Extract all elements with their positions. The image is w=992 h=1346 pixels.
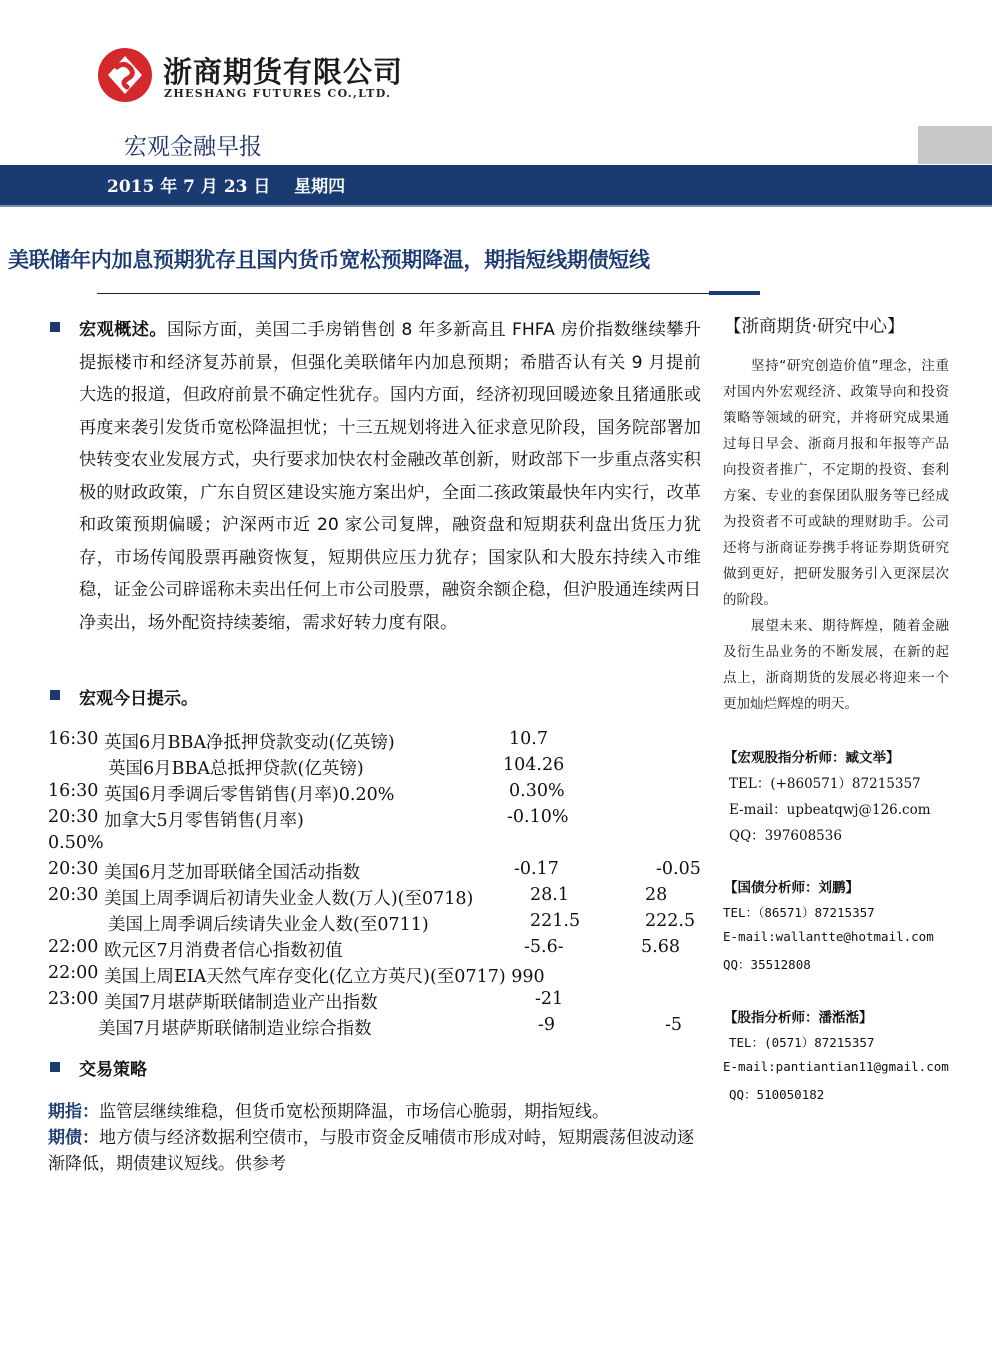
calendar-time: 23:00	[48, 989, 99, 1009]
calendar-value-2: -5	[665, 1015, 683, 1035]
sidebar-intro	[723, 353, 949, 717]
strategy-text	[48, 1099, 708, 1177]
bullet-square-icon	[50, 1062, 60, 1072]
calendar-event: 美国7月堪萨斯联储制造业产出指数	[104, 993, 378, 1013]
headline-rule-accent	[709, 291, 760, 295]
calendar-value-1: -9	[538, 1015, 556, 1035]
calendar-time: 16:30	[48, 781, 99, 801]
macro-overview-text: 国际方面，美国二手房销售创 8 年多新高且 FHFA 房价指数继续攀升提振楼市和经济复苏前景，但强化美联储年内加息预期；希腊否认有关 9 月提前大选的报道，但政府前景不确定性犹存。国内方面，经济初现回暖迹象且猪通胀或再度来袭引发货币宽松降温担忧；十三五规划将进入征求意见阶段，国务院部署加快转变农业发展方式，央行要求加快农村金融改革创新，财政部下一步重点落实积极的财政政策，广东自贸区建设实施方案出炉，全面二孩政策最快年内实行，改革和政策预期偏暖；沪深两市近 20 家公司复牌，融资盘和短期获利盘出货压力犹存，市场传闻股票再融资恢复，短期供应压力犹存；国家队和大股东持续入市维稳，证金公司辟谣称未卖出任何上市公司股票，融资余额企稳，但沪股通连续两日净卖出，场外配资持续萎缩，需求好转力度有限。	[79, 320, 701, 633]
strategy-bond-label: 期债：	[48, 1128, 99, 1148]
calendar-value-2: 222.5	[645, 911, 696, 931]
analyst-tel: TEL：（86571）87215357	[723, 905, 875, 920]
analyst-qq: QQ：397608536	[729, 828, 842, 844]
sidebar-title: 【浙商期货·研究中心】	[724, 317, 905, 337]
calendar-time: 20:30	[48, 859, 99, 879]
calendar-event: 欧元区7月消费者信心指数初值	[104, 941, 343, 961]
company-name-cn: 浙商期货有限公司	[163, 55, 404, 89]
analyst-qq: QQ：510050182	[729, 1087, 825, 1102]
strategy-bond	[48, 1125, 708, 1177]
calendar-time: 20:30	[48, 885, 99, 905]
date-bar-underline	[0, 205, 992, 207]
calendar-time: 22:00	[48, 937, 99, 957]
analyst-title: 【股指分析师：潘湉湉】	[724, 1010, 873, 1026]
report-title: 宏观金融早报	[124, 134, 262, 160]
calendar-value-2: 28	[645, 885, 668, 905]
calendar-time: 20:30	[48, 807, 99, 827]
calendar-event: 英国6月BBA总抵押贷款(亿英镑)	[108, 759, 364, 779]
calendar-time: 16:30	[48, 729, 99, 749]
today-section-heading: 宏观今日提示。	[79, 689, 198, 709]
calendar-event: 美国上周季调后初请失业金人数(万人)(至0718)	[104, 889, 474, 909]
analyst-email: E-mail:pantiantian11@gmail.com	[723, 1059, 949, 1074]
sidebar-intro-p2: 展望未来、期待辉煌，随着金融及衍生品业务的不断发展，在新的起点上，浙商期货的发展必将迎来一个更加灿烂辉煌的明天。	[723, 618, 949, 712]
bullet-square-icon	[50, 690, 60, 700]
bullet-square-icon	[50, 322, 60, 332]
calendar-event: 美国上周季调后续请失业金人数(至0711)	[108, 915, 429, 935]
macro-overview-paragraph	[79, 314, 701, 639]
strategy-index-text: 监管层继续维稳，但货币宽松预期降温，市场信心脆弱，期指短线。	[99, 1102, 609, 1122]
calendar-value-1: 28.1	[530, 885, 569, 905]
analyst-tel: TEL：(+860571）87215357	[729, 776, 921, 792]
headline-rule	[97, 293, 709, 294]
macro-overview-label: 宏观概述。	[79, 320, 167, 340]
header-decoration-block	[918, 126, 992, 164]
calendar-value-1: 10.7	[509, 729, 548, 749]
analyst-email: E-mail:wallantte@hotmail.com	[723, 929, 934, 944]
analyst-title: 【国债分析师：刘鹏】	[724, 880, 859, 896]
strategy-bond-text: 地方债与经济数据利空债市，与股市资金反哺债市形成对峙，短期震荡但波动逐渐降低，期债建议短线。供参考	[48, 1128, 694, 1174]
analyst-title: 【宏观股指分析师：臧文举】	[724, 750, 900, 766]
calendar-value-1: -0.17	[514, 859, 559, 879]
analyst-tel: TEL：(0571）87215357	[729, 1035, 875, 1050]
headline: 美联储年内加息预期犹存且国内货币宽松预期降温，期指短线期债短线	[8, 248, 650, 272]
calendar-value-1: 0.30%	[509, 781, 565, 801]
calendar-time: 22:00	[48, 963, 99, 983]
calendar-value-1: -5.6-	[524, 937, 564, 957]
analyst-qq: QQ：35512808	[723, 957, 811, 972]
calendar-event: 英国6月BBA净抵押贷款变动(亿英镑)	[104, 733, 395, 753]
calendar-value-1: 104.26	[503, 755, 565, 775]
strategy-section-heading: 交易策略	[79, 1060, 147, 1080]
report-date: 2015 年 7 月 23 日 星期四	[107, 177, 346, 197]
company-logo-icon	[97, 47, 153, 103]
calendar-value-1: -21	[535, 989, 564, 1009]
calendar-value-2: -0.05	[656, 859, 701, 879]
strategy-index-label: 期指：	[48, 1102, 99, 1122]
company-name-en: ZHESHANG FUTURES CO.,LTD.	[164, 87, 392, 100]
calendar-event: 英国6月季调后零售销售(月率)0.20%	[104, 785, 395, 805]
calendar-event: 加拿大5月零售销售(月率)	[104, 811, 304, 831]
calendar-event: 美国7月堪萨斯联储制造业综合指数	[98, 1019, 372, 1039]
calendar-value-2: 5.68	[641, 937, 680, 957]
calendar-event: 美国6月芝加哥联储全国活动指数	[104, 863, 361, 883]
calendar-value-1: -0.10%	[507, 807, 569, 827]
sidebar-intro-p1: 坚持“研究创造价值”理念，注重对国内外宏观经济、政策导向和投资策略等领域的研究，并将研究成果通过每日早会、浙商月报和年报等产品向投资者推广，不定期的投资、套利方案、专业的套保团队服务等已经成为投资者不可或缺的理财助手。公司还将与浙商证券携手将证券期货研究做到更好，把研发服务引入更深层次的阶段。	[723, 358, 949, 608]
calendar-value-1: 221.5	[530, 911, 581, 931]
calendar-event: 美国上周EIA天然气库存变化(亿立方英尺)(至0717) 990	[104, 967, 545, 987]
strategy-index	[48, 1099, 708, 1125]
calendar-time: 0.50%	[48, 833, 104, 853]
analyst-email: E-mail：upbeatqwj@126.com	[729, 802, 931, 818]
